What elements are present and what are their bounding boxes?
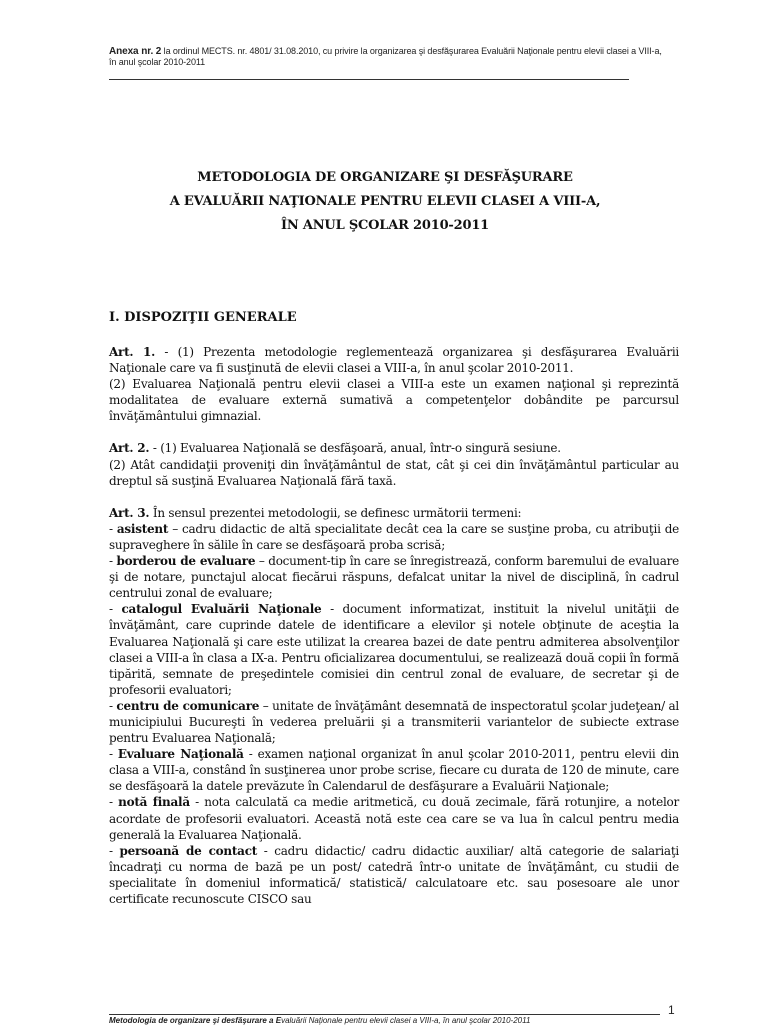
definition-term: persoană de contact xyxy=(119,843,258,858)
title-line-2: A EVALUĂRII NAŢIONALE PENTRU ELEVII CLASEI A VIII-A, xyxy=(169,194,601,209)
definition-item: - catalogul Evaluării Naţionale - document informatizat, instituit la nivelul unităţii de învăţământ, care cuprinde datele de identificare a elevilor şi notele obţinute de aceştia la Evaluarea Naţională şi care este utilizat la crearea bazei de date pentru admiterea absolvenţilor clasei a VIII-a în clasa a IX-a. Pentru oficializarea documentului, se realizează două copii în formă tipărită, semnate de preşedintele comisiei din centrul zonal de evaluare, de secretar şi de profesorii evaluatori; xyxy=(109,602,679,697)
paragraph-gap xyxy=(109,489,679,505)
definition-item: - centru de comunicare – unitate de învăţământ desemnată de inspectoratul şcolar judeţean/ al municipiului Bucureşti în vederea preluării şi a transmiterii variantelor de subiecte extrase pentru Evaluarea Naţională; xyxy=(109,698,679,746)
definition-text: - examen naţional organizat în anul şcolar 2010-2011, pentru elevii din clasa a VIII-a, constând în susţinerea unor probe scrise, fiecare cu durata de 120 de minute, care se desfăşoară la datele prevăzute în Calendarul de desfăşurare a Evaluării Naţionale; xyxy=(109,747,679,794)
annex-header-note xyxy=(109,46,669,68)
definition-item: - notă finală - nota calculată ca medie aritmetică, cu două zecimale, fără rotunjire, a notelor acordate de profesorii evaluatori. Această notă este cea care se va lua în calcul pentru media generală la Evaluarea Naţională. xyxy=(109,795,679,842)
definition-term: asistent xyxy=(116,521,169,536)
art-2-paragraph-2: (2) Atât candidaţii proveniţi din învăţământul de stat, cât şi cei din învăţământul particular au dreptul să susţină Evaluarea Naţională fără taxă. xyxy=(109,457,679,488)
definition-item: - borderou de evaluare – document-tip în care se înregistrează, conform baremului de evaluare şi de notare, punctajul alocat fiecărui răspuns, defalcat unitar la nivel de disciplină, în cadrul centrului zonal de evaluare; xyxy=(109,554,680,601)
art-2-paragraph-1 xyxy=(109,440,679,456)
definition-term: centru de comunicare xyxy=(116,698,260,713)
definition-item: - persoană de contact - cadru didactic/ cadru didactic auxiliar/ altă categorie de salariaţi încadraţi cu norma de bază pe un post/ catedră într-o unitate de învăţământ, cu studii de specialitate în domeniul informatică/ statistică/ calculatoare etc. sau posesoare ale unor certificate recunoscute CISCO sau xyxy=(109,843,679,906)
art-1-label: Art. 1. xyxy=(109,345,156,359)
footer-strong: Metodologia de organizare şi desfăşurare a E xyxy=(109,1016,282,1025)
annex-text: la ordinul MECTS. nr. 4801/ 31.08.2010, cu privire la organizarea şi desfăşurarea Evaluării Naţionale pentru elevii clasei a VIII-a, în anul şcolar 2010-2011 xyxy=(109,46,662,67)
art-3-intro-text: În sensul prezentei metodologii, se definesc următorii termeni: xyxy=(149,505,522,520)
definition-term: Evaluare Naţională xyxy=(117,747,244,762)
document-title xyxy=(110,166,660,238)
art-3-intro xyxy=(109,505,679,521)
page-number: 1 xyxy=(668,1003,675,1017)
definition-term: catalogul Evaluării Naţionale xyxy=(121,602,322,617)
definition-item: - Evaluare Naţională - examen naţional organizat în anul şcolar 2010-2011, pentru elevii din clasa a VIII-a, constând în susţinerea unor probe scrise, fiecare cu durata de 120 de minute, care se desfăşoară la datele prevăzute în Calendarul de desfăşurare a Evaluării Naţionale; xyxy=(109,747,679,794)
definition-text: - document informatizat, instituit la nivelul unităţii de învăţământ, care cuprinde datele de identificare a elevilor şi notele obţinute de aceştia la Evaluarea Naţională şi care este utilizat la crearea bazei de date pentru admiterea absolvenţilor clasei a VIII-a în clasa a IX-a. Pentru oficializarea documentului, se realizează două copii în formă tipărită, semnate de preşedintele comisiei din centrul zonal de evaluare, de secretar şi de profesorii evaluatori; xyxy=(109,602,679,697)
annex-label: Anexa nr. 2 xyxy=(109,46,162,57)
section-heading: I. DISPOZIŢII GENERALE xyxy=(109,310,297,325)
definition-text: – document-tip în care se înregistrează, conform baremului de evaluare şi de notare, punctajul alocat fiecărui răspuns, defalcat unitar la nivel de disciplină, în cadrul centrului zonal de evaluare; xyxy=(109,554,680,601)
definition-item: - asistent – cadru didactic de altă specialitate decât cea la care se susţine proba, cu atribuţii de supraveghere în sălile în care se desfăşoară proba scrisă; xyxy=(109,521,680,552)
art-3-label: Art. 3. xyxy=(109,505,150,520)
definition-term: notă finală xyxy=(118,795,190,810)
paragraph-gap xyxy=(109,424,679,440)
art-1-text-1: - (1) Prezenta metodologie reglementează organizarea şi desfăşurarea Evaluării Naţionale care va fi susţinută de elevii clasei a VIII-a, în anul şcolar 2010-2011. xyxy=(109,345,680,376)
definition-text: – cadru didactic de altă specialitate decât cea la care se susţine proba, cu atribuţii de supraveghere în sălile în care se desfăşoară proba scrisă; xyxy=(109,521,680,552)
art-2-label: Art. 2. xyxy=(109,441,150,456)
art-1-paragraph-1 xyxy=(109,344,679,376)
definition-text: – unitate de învăţământ desemnată de inspectoratul şcolar judeţean/ al municipiului Bucureşti în vederea preluării şi a transmiterii variantelor de subiecte extrase pentru Evaluarea Naţională; xyxy=(109,698,679,746)
footer-divider xyxy=(109,1014,660,1015)
art-2-text-1: - (1) Evaluarea Naţională se desfăşoară, anual, într-o singură sesiune. xyxy=(149,441,561,456)
title-line-1: METODOLOGIA DE ORGANIZARE ŞI DESFĂŞURARE xyxy=(197,170,573,185)
title-line-3: ÎN ANUL ŞCOLAR 2010-2011 xyxy=(280,218,490,233)
definition-text: - cadru didactic/ cadru didactic auxiliar/ altă categorie de salariaţi încadraţi cu norma de bază pe un post/ catedră într-o unitate de învăţământ, cu studii de specialitate în domeniul informatică/ statistică/ calculatoare etc. sau posesoare ale unor certificate recunoscute CISCO sau xyxy=(109,843,679,906)
document-body xyxy=(109,344,679,907)
definition-text: - nota calculată ca medie aritmetică, cu două zecimale, fără rotunjire, a notelor acordate de profesorii evaluatori. Această notă este cea care se va lua în calcul pentru media generală la Evaluarea Naţională. xyxy=(109,795,679,842)
footer-text: valuării Naţionale pentru elevii clasei a VIII-a, în anul şcolar 2010-2011 xyxy=(281,1016,531,1025)
running-footer xyxy=(109,1016,669,1026)
header-divider xyxy=(109,79,629,80)
definition-term: borderou de evaluare xyxy=(116,554,256,569)
art-1-paragraph-2: (2) Evaluarea Naţională pentru elevii clasei a VIII-a este un examen naţional şi reprezintă modalitatea de evaluare externă sumativă a competenţelor dobândite pe parcursul învăţământului gimnazial. xyxy=(109,377,679,424)
